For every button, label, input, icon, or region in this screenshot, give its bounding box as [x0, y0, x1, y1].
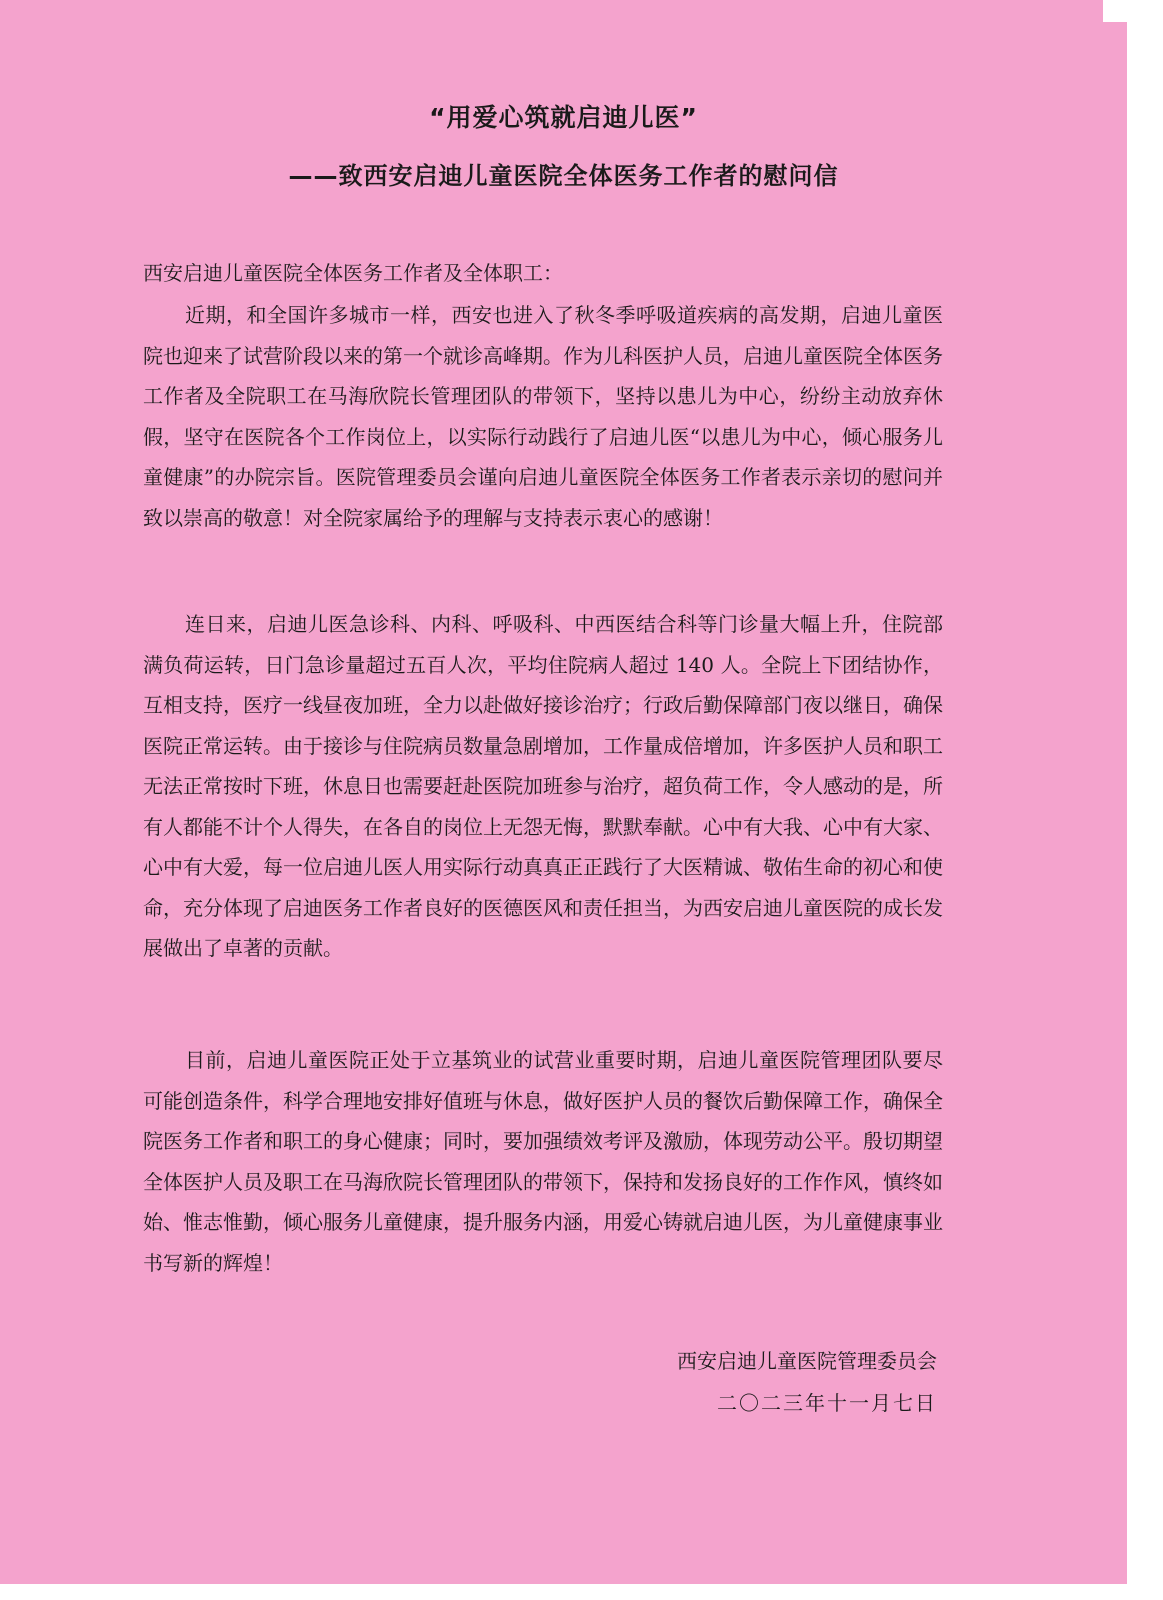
letter-paragraph: 近期，和全国许多城市一样，西安也进入了秋冬季呼吸道疾病的高发期，启迪儿童医院也迎来了试营阶段以来的第一个就诊高峰期。作为儿科医护人员，启迪儿童医院全体医务工作者及全院职工在马海欣院长管理团队的带领下，坚持以患儿为中心，纷纷主动放弃休假，坚守在医院各个工作岗位上，以实际行动践行了启迪儿医“以患儿为中心，倾心服务儿童健康”的办院宗旨。医院管理委员会谨向启迪儿童医院全体医务工作者表示亲切的慰问并致以崇高的敬意！对全院家属给予的理解与支持表示衷心的感谢！ — [143, 303, 943, 530]
scan-corner — [1103, 0, 1127, 22]
scan-margin-right — [1127, 0, 1163, 1600]
signature-date: 二〇二三年十一月七日 — [717, 1391, 937, 1415]
letter-paragraph: 目前，启迪儿童医院正处于立基筑业的试营业重要时期，启迪儿童医院管理团队要尽可能创造条件，科学合理地安排好值班与休息，做好医护人员的餐饮后勤保障工作，确保全院医务工作者和职工的身心健康；同时，要加强绩效考评及激励，体现劳动公平。殷切期望全体医护人员及职工在马海欣院长管理团队的带领下，保持和发扬良好的工作作风，慎终如始、惟志惟勤，倾心服务儿童健康，提升服务内涵，用爱心铸就启迪儿医，为儿童健康事业书写新的辉煌！ — [143, 1048, 943, 1275]
letter-subtitle: ——致西安启迪儿童医院全体医务工作者的慰问信 — [288, 162, 839, 190]
letter-title: “用爱心筑就启迪儿医” — [429, 103, 698, 132]
scan-margin-bottom — [0, 1584, 1163, 1600]
signature-organization: 西安启迪儿童医院管理委员会 — [677, 1349, 937, 1373]
letter-greeting: 西安启迪儿童医院全体医务工作者及全体职工： — [143, 261, 563, 285]
letter-paragraph: 连日来，启迪儿医急诊科、内科、呼吸科、中西医结合科等门诊量大幅上升，住院部满负荷运转，日门急诊量超过五百人次，平均住院病人超过 140 人。全院上下团结协作，互相支持，医疗一线昼夜加班，全力以赴做好接诊治疗；行政后勤保障部门夜以继日，确保医院正常运转。由于接诊与住院病员数量急剧增加，工作量成倍增加，许多医护人员和职工无法正常按时下班，休息日也需要赶赴医院加班参与治疗，超负荷工作，令人感动的是，所有人都能不计个人得失，在各自的岗位上无怨无悔，默默奉献。心中有大我、心中有大家、心中有大爱，每一位启迪儿医人用实际行动真真正正践行了大医精诚、敬佑生命的初心和使命，充分体现了启迪医务工作者良好的医德医风和责任担当，为西安启迪儿童医院的成长发展做出了卓著的贡献。 — [143, 612, 943, 960]
